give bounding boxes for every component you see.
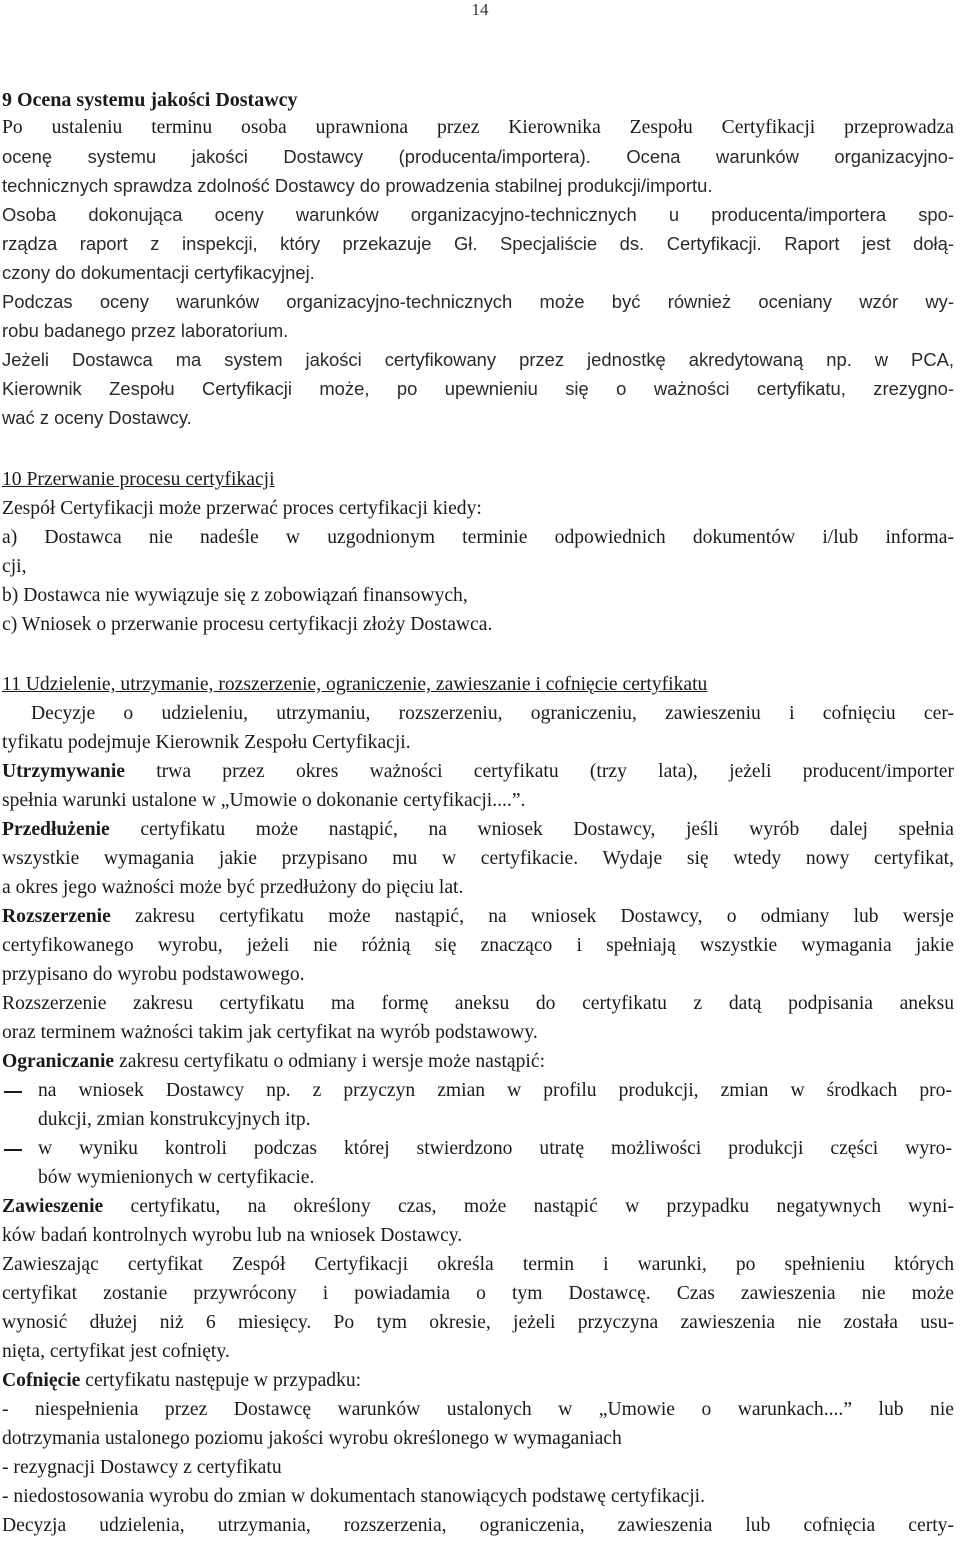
dash-bullet-icon: [4, 1149, 22, 1151]
paragraph-line: nięta, certyfikat jest cofnięty.: [2, 1341, 230, 1362]
paragraph-line: Jeżeli Dostawca ma system jakości certyfikowany przez jednostkę akredytowaną np. w PCA,: [2, 349, 954, 370]
paragraph-line: [2, 1048, 545, 1077]
paragraph-text: certyfikatu, na określony czas, może nastąpić w przypadku negatywnych wyni-: [103, 1196, 954, 1217]
paragraph-line: Decyzja udzielenia, utrzymania, rozszerzenia, ograniczenia, zawieszenia lub cofnięcia certy-: [2, 1515, 954, 1536]
list-item-text: na wniosek Dostawcy np. z przyczyn zmian w profilu produkcji, zmian w środkach pro-: [38, 1080, 952, 1101]
paragraph-line: czony do dokumentacji certyfikacyjnej.: [2, 262, 315, 283]
list-item-text: dukcji, zmian konstrukcyjnych itp.: [38, 1109, 311, 1130]
paragraph-text: trwa przez okres ważności certyfikatu (trzy lata), jeżeli producent/importer: [124, 761, 954, 782]
list-item-text: bów wymienionych w certyfikacie.: [38, 1167, 315, 1188]
list-item-text: w wyniku kontroli podczas której stwierdzono utratę możliwości produkcji części wyro-: [38, 1138, 952, 1159]
paragraph-line: przypisano do wyrobu podstawowego.: [2, 964, 305, 985]
paragraph-text: zakresu certyfikatu o odmiany i wersje może nastąpić:: [114, 1051, 546, 1072]
paragraph-line: Kierownik Zespołu Certyfikacji może, po upewnieniu się o ważności certyfikatu, zrezygno-: [2, 378, 954, 399]
list-item: cji,: [2, 556, 27, 577]
list-item: [0, 1135, 960, 1193]
paragraph-line: wszystkie wymagania jakie przypisano mu w certyfikacie. Wydaje się wtedy nowy certyfikat,: [2, 848, 954, 869]
paragraph-line: wynosić dłużej niż 6 miesięcy. Po tym okresie, jeżeli przyczyna zawieszenia nie została usu-: [2, 1312, 954, 1333]
paragraph-line: ków badań kontrolnych wyrobu lub na wniosek Dostawcy.: [2, 1225, 463, 1246]
paragraph-text: certyfikatu następuje w przypadku:: [80, 1370, 362, 1391]
paragraph-line: certyfikat zostanie przywrócony i powiadamia o tym Dostawcę. Czas zawieszenia nie może: [2, 1283, 954, 1304]
paragraph-line: tyfikatu podejmuje Kierownik Zespołu Certyfikacji.: [2, 732, 411, 753]
term-przedluzenie: Przedłużenie: [2, 819, 110, 840]
paragraph-line: [2, 1193, 954, 1222]
section-9-heading: 9 Ocena systemu jakości Dostawcy: [2, 89, 298, 111]
paragraph-line: Zawieszając certyfikat Zespół Certyfikacji określa termin i warunki, po spełnieniu których: [2, 1254, 954, 1275]
paragraph-line: technicznych sprawdza zdolność Dostawcy do prowadzenia stabilnej produkcji/importu.: [2, 175, 713, 196]
paragraph-line: Osoba dokonująca oceny warunków organizacyjno-technicznych u producenta/importera spo-: [2, 204, 954, 225]
term-zawieszenie: Zawieszenie: [2, 1196, 104, 1217]
list-item: dotrzymania ustalonego poziomu jakości wyrobu określonego w wymaganiach: [2, 1428, 622, 1449]
section-10-heading: 10 Przerwanie procesu certyfikacji: [2, 469, 275, 490]
dash-bullet-icon: [4, 1091, 22, 1093]
paragraph-text: zakresu certyfikatu może nastąpić, na wniosek Dostawcy, o odmiany lub wersje: [110, 906, 954, 927]
paragraph-line: spełnia warunki ustalone w „Umowie o dokonanie certyfikacji....”.: [2, 790, 526, 811]
paragraph-line: Rozszerzenie zakresu certyfikatu ma formę aneksu do certyfikatu z datą podpisania aneksu: [2, 993, 954, 1014]
section-11-heading: 11 Udzielenie, utrzymanie, rozszerzenie, ograniczenie, zawieszanie i cofnięcie certyfikatu: [2, 674, 708, 695]
list-item: [0, 1077, 960, 1135]
paragraph-line: rządza raport z inspekcji, który przekazuje Gł. Specjaliście ds. Certyfikacji. Raport jest dołą-: [2, 233, 954, 254]
paragraph-line: Podczas oceny warunków organizacyjno-technicznych może być również oceniany wzór wy-: [2, 291, 954, 312]
paragraph-line: ocenę systemu jakości Dostawcy (producenta/importera). Ocena warunków organizacyjno-: [2, 146, 954, 167]
paragraph-line: wać z oceny Dostawcy.: [2, 407, 192, 428]
paragraph-line: [2, 1367, 361, 1396]
paragraph-line: Decyzje o udzieleniu, utrzymaniu, rozszerzeniu, ograniczeniu, zawieszeniu i cofnięciu cer-: [31, 703, 954, 724]
list-item: b) Dostawca nie wywiązuje się z zobowiązań finansowych,: [2, 585, 468, 606]
paragraph-line: Zespół Certyfikacji może przerwać proces certyfikacji kiedy:: [2, 498, 482, 519]
paragraph-line: [2, 903, 954, 932]
paragraph-line: a okres jego ważności może być przedłużony do pięciu lat.: [2, 877, 464, 898]
term-ograniczanie: Ograniczanie: [2, 1051, 115, 1072]
term-rozszerzenie: Rozszerzenie: [2, 906, 111, 927]
paragraph-text: certyfikatu może nastąpić, na wniosek Dostawcy, jeśli wyrób dalej spełnia: [109, 819, 954, 840]
list-item: - niedostosowania wyrobu do zmian w dokumentach stanowiących podstawę certyfikacji.: [2, 1486, 705, 1507]
term-utrzymywanie: Utrzymywanie: [2, 761, 125, 782]
paragraph-line: robu badanego przez laboratorium.: [2, 320, 289, 341]
list-item: a) Dostawca nie nadeśle w uzgodnionym terminie odpowiednich dokumentów i/lub informa-: [2, 527, 954, 548]
paragraph-line: [2, 758, 954, 787]
paragraph-line: oraz terminem ważności takim jak certyfikat na wyrób podstawowy.: [2, 1022, 538, 1043]
paragraph-line: certyfikowanego wyrobu, jeżeli nie różnią się znacząco i spełniają wszystkie wymagania jakie: [2, 935, 954, 956]
list-item: - niespełnienia przez Dostawcę warunków ustalonych w „Umowie o warunkach....” lub nie: [2, 1399, 954, 1420]
page-number: 14: [471, 0, 489, 19]
paragraph-line: [2, 816, 954, 845]
list-item: - rezygnacji Dostawcy z certyfikatu: [2, 1457, 282, 1478]
list-item: c) Wniosek o przerwanie procesu certyfikacji złoży Dostawca.: [2, 614, 493, 635]
paragraph-line: Po ustaleniu terminu osoba uprawniona przez Kierownika Zespołu Certyfikacji przeprowadza: [2, 117, 954, 138]
term-cofniecie: Cofnięcie: [2, 1370, 81, 1391]
